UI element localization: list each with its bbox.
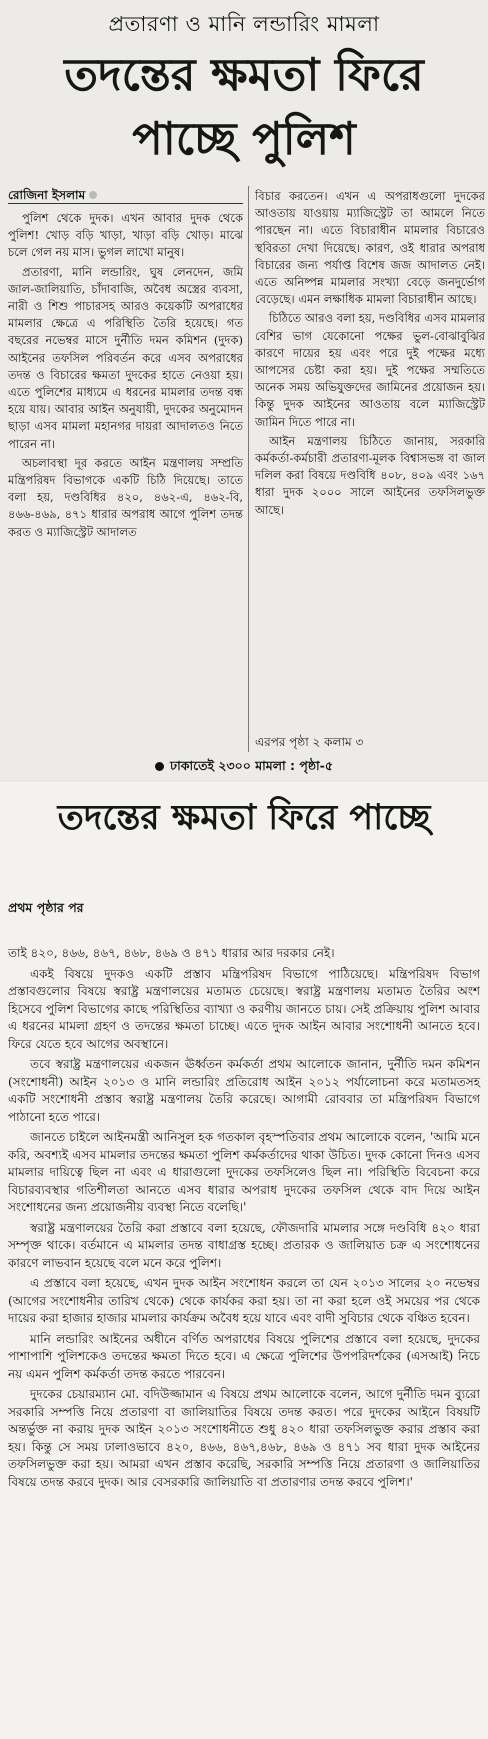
- body-paragraph: এ প্রস্তাবে বলা হয়েছে, এখন দুদক আইন সংশোধন করলে তা যেন ২০১৩ সালের ২০ নভেম্বর (আগের সংশোধনীর তারিখ থেকে) থেকে কার্যকর করা হয়। তা না করা হলে ওই সময়ের পর থেকে দায়ের করা হাজার হাজার মামলার কার্যক্রম অবৈধ হয়ে যাবে এবং বাদী সুবিচার থেকে বঞ্চিত হবেন।: [8, 1276, 480, 1325]
- left-paragraph: অচলাবস্থা দূর করতে আইন মন্ত্রণালয় সম্প্রতি মন্ত্রিপরিষদ বিভাগকে একটি চিঠি দিয়েছে। তাতে বলা হয়, দণ্ডবিধির ৪২০, ৪৬২-এ, ৪৬২-বি, ৪৬৬-৪৬৯, ৪৭১ ধারার অপরাধ আগে পুলিশ তদন্ত করত ও ম্যাজিস্ট্রেট আদালত: [8, 455, 243, 539]
- left-paragraph: পুলিশ থেকে দুদক। এখন আবার দুদক থেকে পুলিশ! খোড় বড়ি খাড়া, খাড়া বড়ি খোড়। মাঝে চলে গেল নয় মাস। ভুগল লাখো মানুষ।: [8, 211, 243, 260]
- continuation-body: [8, 945, 480, 1494]
- byline: রোজিনা ইসলাম: [8, 188, 86, 202]
- front-page-clipping: [0, 0, 488, 780]
- column-divider: [248, 186, 249, 752]
- related-story-ref: [0, 758, 488, 778]
- body-paragraph: মানি লন্ডারিং আইনের অধীনে বর্ণিত অপরাধের বিষয়ে পুলিশের প্রস্তাবে বলা হয়েছে, দুদকের পাশাপাশি পুলিশকেও তদন্তের ক্ষমতা দিতে হবে। এ ক্ষেত্রে পুলিশের উপপরিদর্শকের (এসআই) নিচে নয় এমন পুলিশ কর্মকর্তা তদন্ত করতে পারবেন।: [8, 1331, 480, 1381]
- left-paragraph: প্রতারণা, মানি লন্ডারিং, ঘুষ লেনদেন, জমি জাল-জালিয়াতি, চাঁদাবাজি, অবৈধ অস্ত্রের ব্যবসা, নারী ও শিশু পাচারসহ আরও কয়েকটি অপরাধের মামলার ক্ষেত্রে এ পরিস্থিতি তৈরি হয়েছে। গত বছরের নভেম্বর মাসে দুর্নীতি দমন কমিশন (দুদক) আইনের তফসিল পরিবর্তন করে এসব অপরাধের তদন্ত ও বিচারের ক্ষমতা দুদকের হাতে নেওয়া হয়। এতে পুলিশের মাধ্যমে এ ধরনের মামলার তদন্ত বন্ধ হয়ে যায়। আবার আইন অনুযায়ী, দুদকের অনুমোদন ছাড়া এসব মামলা মহানগর দায়রা আদালতও নিতে পারেন না।: [8, 264, 243, 451]
- body-paragraph: জানতে চাইলে আইনমন্ত্রী আনিসুল হক গতকাল বৃহস্পতিবার প্রথম আলোকে বলেন, 'আমি মনে করি, অবশ্যই এসব মামলার তদন্তের ক্ষমতা পুলিশ কর্মকর্তাদের থাকা উচিত। দুদক কোনো দিনও এসব মামলার দায়িত্বে ছিল না এবং এ ধারাগুলো দুদকের তফসিলেও ছিল না। পরিস্থিতি বিবেচনা করে বিচারব্যবস্থার গতিশীলতা আনতে এসব ধারার অপরাধ দুদকের তফসিল থেকে বাদ দিয়ে আইন সংশোধনের জন্য প্রয়োজনীয় ব্যবস্থা নিতে বলেছি।': [8, 1130, 480, 1214]
- body-paragraph: তাই ৪২০, ৪৬৬, ৪৬৭, ৪৬৮, ৪৬৯ ও ৪৭১ ধারার আর দরকার নেই।: [8, 946, 335, 960]
- byline-rule: [8, 203, 243, 204]
- right-paragraph: বিচার করতেন। এখন এ অপরাধগুলো দুদকের আওতায় যাওয়ায় ম্যাজিস্ট্রেট তা আমলে নিতে পারছেন না। এতে বিচারাধীন মামলার বিচারেও স্থবিরতা দেখা দিয়েছে। কারণ, ওই ধারার অপরাধ বিচারের জন্য পর্যাপ্ত বিশেষ জজ আদালত নেই। এতে অনিষ্পন্ন মামলার সংখ্যা বেড়ে জনদুর্ভোগ বেড়েছে। এমন লক্ষাধিক মামলা বিচারাধীন আছে।: [255, 189, 485, 307]
- headline-line-1: তদন্তের ক্ষমতা ফিরে: [64, 48, 424, 101]
- body-paragraph: দুদকের চেয়ারম্যান মো. বদিউজ্জামান এ বিষয়ে প্রথম আলোকে বলেন, আগে দুর্নীতি দমন ব্যুরো সরকারি সম্পত্তি নিয়ে প্রতারণা বা জালিয়াতির বিষয়ে তদন্ত করত। পরে দুদকের আইনে বিষয়টি অন্তর্ভুক্ত না করায় দুদক আইন ২০১৩ সংশোধনীতে শুধু ৪২০ ধারা তফসিলভুক্ত করার প্রস্তাব করা হয়। কিন্তু সে সময় ঢালাওভাবে ৪২০, ৪৬৬, ৪৬৭,৪৬৮, ৪৬৯ ও ৪৭১ সব ধারা দুদক আইনের তফসিলভুক্ত করা হয়। আমরা এখন প্রস্তাব করেছি, সরকারি সম্পত্তি নিয়ে প্রতারণা ও জালিয়াতির বিষয়ে তদন্ত করবে দুদক। আর বেসরকারি জালিয়াতি বা প্রতারণার তদন্ত করবে পুলিশ।': [8, 1387, 480, 1489]
- bullet-icon: [89, 191, 97, 199]
- bullet-icon: [155, 762, 164, 771]
- body-paragraph: তবে স্বরাষ্ট্র মন্ত্রণালয়ের একজন ঊর্ধ্বতন কর্মকর্তা প্রথম আলোকে জানান, দুর্নীতি দমন কমিশন (সংশোধনী) আইন ২০১৩ ও মানি লন্ডারিং প্রতিরোধ আইন ২০১২ পর্যালোচনা করে মতামতসহ একটি সংশোধনী প্রস্তাব স্বরাষ্ট্র মন্ত্রণালয় তৈরি করেছে। আগামী রোববার তা মন্ত্রিপরিষদ বিভাগে পাঠানো হতে পারে।: [8, 1057, 480, 1124]
- kicker: প্রতারণা ও মানি লন্ডারিং মামলা: [108, 12, 380, 36]
- body-paragraph: স্বরাষ্ট্র মন্ত্রণালয়ের তৈরি করা প্রস্তাবে বলা হয়েছে, ফৌজদারি মামলার সঙ্গে দণ্ডবিধি ৪২০ ধারা সম্পৃক্ত থাকে। বর্তমানে এ মামলার তদন্ত বাধাগ্রস্ত হচ্ছে। প্রতারক ও জালিয়াত চক্র এ সংশোধনের কারণে লাভবান হয়েছে বলে মনে করে পুলিশ।: [8, 1220, 480, 1270]
- right-column: [255, 188, 485, 521]
- from-page-label: প্রথম পৃষ্ঠার পর: [8, 900, 84, 915]
- continuation-headline: তদন্তের ক্ষমতা ফিরে পাচ্ছে: [57, 798, 431, 838]
- right-paragraph: আইন মন্ত্রণালয় চিঠিতে জানায়, সরকারি কর্মকর্তা-কর্মচারী প্রতারণা-মূলক বিশ্বাসভঙ্গ বা জাল দলিল করা বিষয়ে দণ্ডবিধি ৪০৮, ৪০৯ এবং ১৬৭ ধারা দুদক ২০০০ সালে আইনের তফসিলভুক্ত আছে।: [255, 433, 485, 517]
- left-column: [8, 210, 243, 543]
- body-paragraph: একই বিষয়ে দুদকও একটি প্রস্তাব মন্ত্রিপরিষদ বিভাগে পাঠিয়েছে। মন্ত্রিপরিষদ বিভাগ প্রস্তাবগুলোর বিষয়ে স্বরাষ্ট্র মন্ত্রণালয়ের মতামত চেয়েছে। স্বরাষ্ট্র মন্ত্রণালয় মতামত তৈরির অংশ হিসেবে পুলিশ বিভাগের কাছে পরিস্থিতির ব্যাখ্যা ও করণীয় জানতে চায়। সেই প্রক্রিয়ায় পুলিশ আবার এ ধরনের মামলা গ্রহণ ও তদন্তের ক্ষমতা চাচ্ছে। এতে দুদক আইন আবার সংশোধনী আনতে হবে। ফিরে যেতে হবে আগের অবস্থানে।: [8, 966, 480, 1051]
- right-paragraph: চিঠিতে আরও বলা হয়, দণ্ডবিধির এসব মামলার বেশির ভাগ যেকোনো পক্ষের ভুল-বোঝাবুঝির কারণে দায়ের হয় এবং পরে দুই পক্ষের মধ্যে আপসের চেষ্টা করা হয়। দুই পক্ষের সম্মতিতে অনেক সময় অভিযুক্তদের জামিনের প্রয়োজন হয়। কিন্তু দুদক আইনের আওতায় বলে ম্যাজিস্ট্রেট জামিন দিতে পারে না।: [255, 311, 485, 429]
- continued-note: এরপর পৃষ্ঠা ২ কলাম ৩: [255, 735, 364, 749]
- related-story-text: ঢাকাতেই ২৩০০ মামলা : পৃষ্ঠা-৫: [170, 758, 333, 773]
- headline-line-2: পাচ্ছে পুলিশ: [132, 112, 356, 165]
